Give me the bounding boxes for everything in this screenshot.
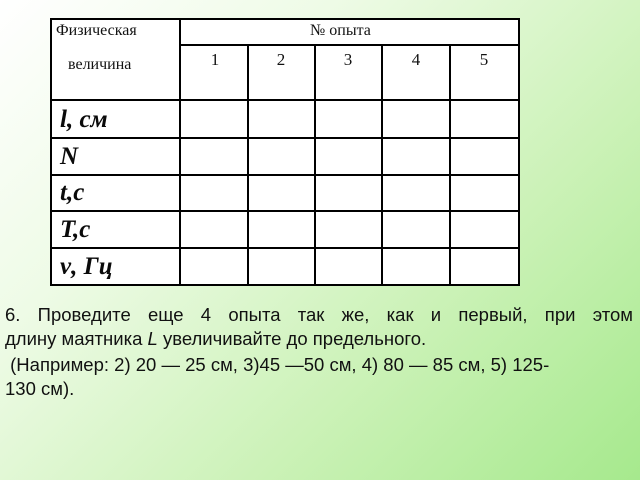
column-header-3: 3 xyxy=(343,50,353,69)
table-border-top xyxy=(50,18,520,20)
col-divider-1 xyxy=(247,44,249,286)
table-border-left xyxy=(50,18,52,286)
row-label-period: T,c xyxy=(60,216,91,243)
header-experiment-number: № опыта xyxy=(310,22,371,39)
instruction-line-2 xyxy=(5,327,633,351)
row-label-frequency: ν, Гц xyxy=(60,253,113,280)
table-border-right xyxy=(518,18,520,286)
col-divider-4 xyxy=(449,44,451,286)
instruction-line-2-start: длину маятника xyxy=(5,328,148,349)
column-header-5: 5 xyxy=(479,50,489,69)
measurement-table xyxy=(50,18,520,286)
col-divider-2 xyxy=(314,44,316,286)
row-label-time: t,c xyxy=(60,179,85,206)
row-divider-3 xyxy=(50,210,520,212)
column-header-4: 4 xyxy=(411,50,421,69)
example-line-2: 130 см). xyxy=(5,378,75,399)
row-divider-4 xyxy=(50,247,520,249)
column-header-1: 1 xyxy=(210,50,220,69)
row-divider-1 xyxy=(50,137,520,139)
row-label-length: l, см xyxy=(60,106,108,133)
example-line-1: (Например: 2) 20 — 25 см, 3)45 —50 см, 4) 80 — 85 см, 5) 125- xyxy=(5,354,550,375)
pendulum-length-symbol: L xyxy=(147,328,158,349)
group-header-underline xyxy=(179,44,520,46)
instruction-line-2-end: увеличивайте до предельного. xyxy=(157,328,427,349)
row-label-oscillations: N xyxy=(60,143,79,170)
header-physical-quantity-line1: Физическая xyxy=(56,22,137,39)
col-divider-3 xyxy=(381,44,383,286)
header-physical-quantity-line2: величина xyxy=(68,56,132,73)
row-divider-2 xyxy=(50,174,520,176)
column-header-2: 2 xyxy=(276,50,286,69)
header-divider xyxy=(179,18,181,286)
instruction-line-1: 6. Проведите еще 4 опыта так же, как и первый, при этом xyxy=(5,304,633,325)
